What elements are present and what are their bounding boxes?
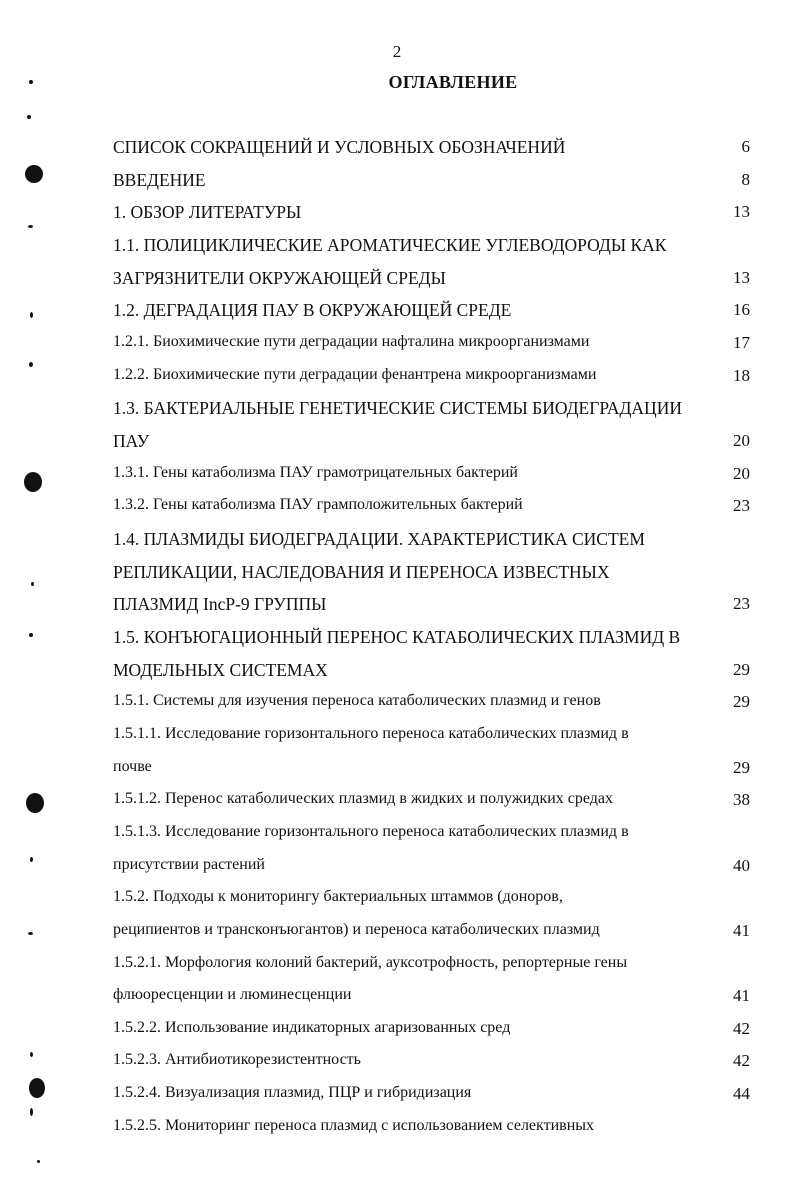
toc-page-number: 18 <box>733 365 750 385</box>
toc-entry-line: 1.2.1. Биохимические пути деградации нафталина микроорганизмами <box>113 332 590 350</box>
toc-page-number: 6 <box>741 137 750 156</box>
toc-entry-line: флюоресценции и люминесценции <box>113 986 352 1004</box>
scan-mark <box>37 1160 40 1163</box>
toc-entry-line: 1.5.2.5. Мониторинг переноса плазмид с использованием селективных <box>113 1116 595 1134</box>
toc-page-number: 29 <box>733 757 750 777</box>
toc-page-number: 42 <box>733 1051 750 1071</box>
toc-heading: ОГЛАВЛЕНИЕ <box>388 72 518 92</box>
binder-hole <box>24 472 42 492</box>
toc-entry-line: реципиентов и трансконъюгантов) и переноса катаболических плазмид <box>113 920 600 938</box>
toc-page-number: 13 <box>733 267 750 287</box>
toc-page-number: 29 <box>733 659 750 679</box>
toc-entry-line: ВВЕДЕНИЕ <box>113 169 206 190</box>
toc-entry-line: СПИСОК СОКРАЩЕНИЙ И УСЛОВНЫХ ОБОЗНАЧЕНИЙ <box>113 137 566 157</box>
toc-entry-line: МОДЕЛЬНЫХ СИСТЕМАХ <box>113 659 328 680</box>
toc-entry-line: 1.5.2. Подходы к мониторингу бактериальных штаммов (доноров, <box>113 888 563 906</box>
toc-page-number: 29 <box>733 692 750 712</box>
toc-page-number: 38 <box>733 790 750 810</box>
toc-page-number: 16 <box>733 300 750 320</box>
toc-page-number: 42 <box>733 1018 750 1038</box>
toc-entry-line: ПЛАЗМИД IncP-9 ГРУППЫ <box>113 594 327 615</box>
toc-entry-line: 1.1. ПОЛИЦИКЛИЧЕСКИЕ АРОМАТИЧЕСКИЕ УГЛЕВОДОРОДЫ КАК <box>113 234 667 255</box>
toc-entry-line: 1.3.1. Гены катаболизма ПАУ грамотрицательных бактерий <box>113 463 518 481</box>
toc-entry-line: ПАУ <box>113 430 150 451</box>
toc-entry-line: 1.5.2.1. Морфология колоний бактерий, ауксотрофность, репортерные гены <box>113 953 628 971</box>
toc-entry-line: 1.5.1.3. Исследование горизонтального переноса катаболических плазмид в <box>113 822 629 840</box>
scan-mark <box>29 362 33 367</box>
toc-entry-line: 1.5. КОНЪЮГАЦИОННЫЙ ПЕРЕНОС КАТАБОЛИЧЕСКИХ ПЛАЗМИД В <box>113 626 681 647</box>
binder-hole <box>26 793 44 813</box>
toc-page-number: 13 <box>733 202 750 222</box>
scan-mark <box>31 582 34 586</box>
toc-entry-line: 1.5.1.2. Перенос катаболических плазмид в жидких и полужидких средах <box>113 790 614 808</box>
scan-mark <box>28 932 33 935</box>
scan-mark <box>27 115 31 119</box>
scan-mark <box>30 1052 33 1057</box>
toc-page-number: 40 <box>733 855 750 875</box>
binder-hole <box>29 1078 45 1098</box>
toc-entry-line: 1.2.2. Биохимические пути деградации фенантрена микроорганизмами <box>113 365 597 383</box>
page-number: 2 <box>392 42 402 61</box>
scan-mark <box>29 633 33 637</box>
binder-hole <box>25 165 43 183</box>
toc-page-number: 44 <box>733 1084 750 1104</box>
toc-entry-line: 1.5.2.2. Использование индикаторных агаризованных сред <box>113 1018 511 1036</box>
toc-entry-line: 1.5.1.1. Исследование горизонтального переноса катаболических плазмид в <box>113 724 629 742</box>
toc-entry-line: ЗАГРЯЗНИТЕЛИ ОКРУЖАЮЩЕЙ СРЕДЫ <box>113 267 446 288</box>
toc-entry-line: присутствии растений <box>113 855 265 873</box>
toc-entry-line: РЕПЛИКАЦИИ, НАСЛЕДОВАНИЯ И ПЕРЕНОСА ИЗВЕСТНЫХ <box>113 561 610 582</box>
scan-mark <box>30 857 33 862</box>
toc-page-number: 41 <box>733 920 750 940</box>
toc-entry-line: 1.5.1. Системы для изучения переноса катаболических плазмид и генов <box>113 692 601 710</box>
toc-page-number: 20 <box>733 430 750 450</box>
toc-page-number: 17 <box>733 332 750 352</box>
toc-entry-line: 1.5.2.4. Визуализация плазмид, ПЦР и гибридизация <box>113 1084 472 1102</box>
toc-entry-line: 1.3.2. Гены катаболизма ПАУ грамположительных бактерий <box>113 496 523 514</box>
toc-page-number: 23 <box>733 594 750 614</box>
scan-mark <box>30 312 33 318</box>
toc-page-number: 41 <box>733 986 750 1006</box>
toc-entry-line: 1.4. ПЛАЗМИДЫ БИОДЕГРАДАЦИИ. ХАРАКТЕРИСТИКА СИСТЕМ <box>113 528 645 549</box>
scan-mark <box>28 225 33 228</box>
toc-page-number: 23 <box>733 496 750 516</box>
toc-entry-line: 1.5.2.3. Антибиотикорезистентность <box>113 1051 361 1069</box>
toc-page-number: 8 <box>741 169 750 189</box>
toc-entry-line: 1. ОБЗОР ЛИТЕРАТУРЫ <box>113 202 302 223</box>
scan-mark <box>30 1108 33 1116</box>
toc-entry-line: почве <box>113 757 152 775</box>
toc-page-number: 20 <box>733 463 750 483</box>
toc-entry-line: 1.3. БАКТЕРИАЛЬНЫЕ ГЕНЕТИЧЕСКИЕ СИСТЕМЫ БИОДЕГРАДАЦИИ <box>113 398 682 419</box>
toc-entry-line: 1.2. ДЕГРАДАЦИЯ ПАУ В ОКРУЖАЮЩЕЙ СРЕДЕ <box>113 300 512 321</box>
scan-mark <box>29 80 33 84</box>
